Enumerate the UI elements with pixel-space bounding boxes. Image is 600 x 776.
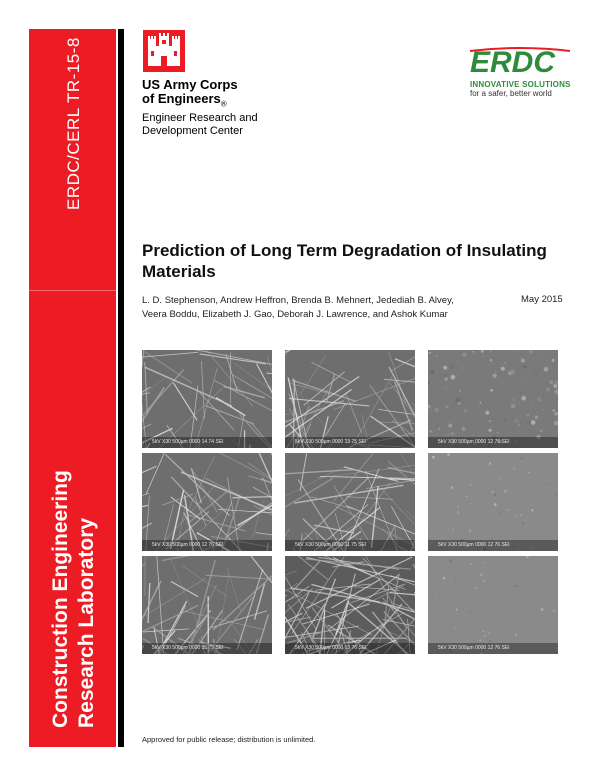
sem-image-caption: 5kV X30 500µm 0000 35 75 SEI — [142, 643, 272, 654]
distribution-statement: Approved for public release; distribution is unlimited. — [142, 735, 316, 744]
lab-name-line2: Research Laboratory — [75, 517, 98, 728]
sem-image — [285, 453, 415, 551]
authors — [142, 294, 512, 322]
sem-image-caption: 5kV X30 500µm 0000 12 76 SEI — [428, 643, 558, 654]
sem-image-grid — [142, 350, 570, 656]
black-accent-bar — [118, 29, 124, 747]
usace-castle-logo — [143, 30, 185, 72]
sem-image — [285, 556, 415, 654]
erdc-logo — [470, 47, 570, 77]
sem-image — [428, 556, 558, 654]
sem-image-caption: 5kV X30 500µm 0000 12 76 SEI — [428, 437, 558, 448]
sem-image — [428, 350, 558, 448]
authors-line1: L. D. Stephenson, Andrew Heffron, Brenda B. Mehnert, Jedediah B. Alvey, — [142, 295, 454, 306]
usace-name-line2: of Engineers — [142, 91, 221, 106]
sem-image — [142, 350, 272, 448]
erdc-tagline-line2: for a safer, better world — [470, 89, 552, 98]
report-date: May 2015 — [521, 294, 563, 305]
sem-image — [285, 350, 415, 448]
usace-name-line1: US Army Corps — [142, 77, 238, 92]
registered-mark: ® — [220, 99, 227, 109]
erdc-logo-text: ERDC — [470, 47, 556, 77]
erdc-tagline — [470, 80, 571, 98]
lab-name-line1: Construction Engineering — [49, 470, 72, 728]
sem-image-caption: 5kV X30 500µm 0000 13 75 SEI — [285, 437, 415, 448]
sem-image-caption: 5kV X30 500µm 0000 12 76 SEI — [428, 540, 558, 551]
erdc-tagline-line1: INNOVATIVE SOLUTIONS — [470, 80, 571, 89]
sem-image-caption: 5kV X30 500µm 0000 14 74 SEI — [142, 437, 272, 448]
report-number: ERDC/CERL TR-15-8 — [64, 37, 83, 210]
sem-image — [142, 556, 272, 654]
center-name-line1: Engineer Research and — [142, 111, 258, 124]
usace-name-line2-wrap — [142, 92, 258, 112]
sem-image-caption: 5kV X30 500µm 0000 12 76 SEI — [142, 540, 272, 551]
authors-line2: Veera Boddu, Elizabeth J. Gao, Deborah J. Lawrence, and Ashok Kumar — [142, 309, 448, 320]
report-title: Prediction of Long Term Degradation of Insulating Materials — [142, 241, 547, 281]
sem-image — [142, 453, 272, 551]
usace-wordmark — [142, 78, 258, 138]
sem-image — [428, 453, 558, 551]
sem-image-caption: 5kV X30 500µm 0000 13 76 SEI — [285, 643, 415, 654]
sidebar-divider — [29, 290, 116, 291]
center-name-line2: Development Center — [142, 124, 243, 137]
castle-icon — [143, 30, 185, 72]
sem-image-caption: 5kV X30 500µm 0000 11 75 SEI — [285, 540, 415, 551]
